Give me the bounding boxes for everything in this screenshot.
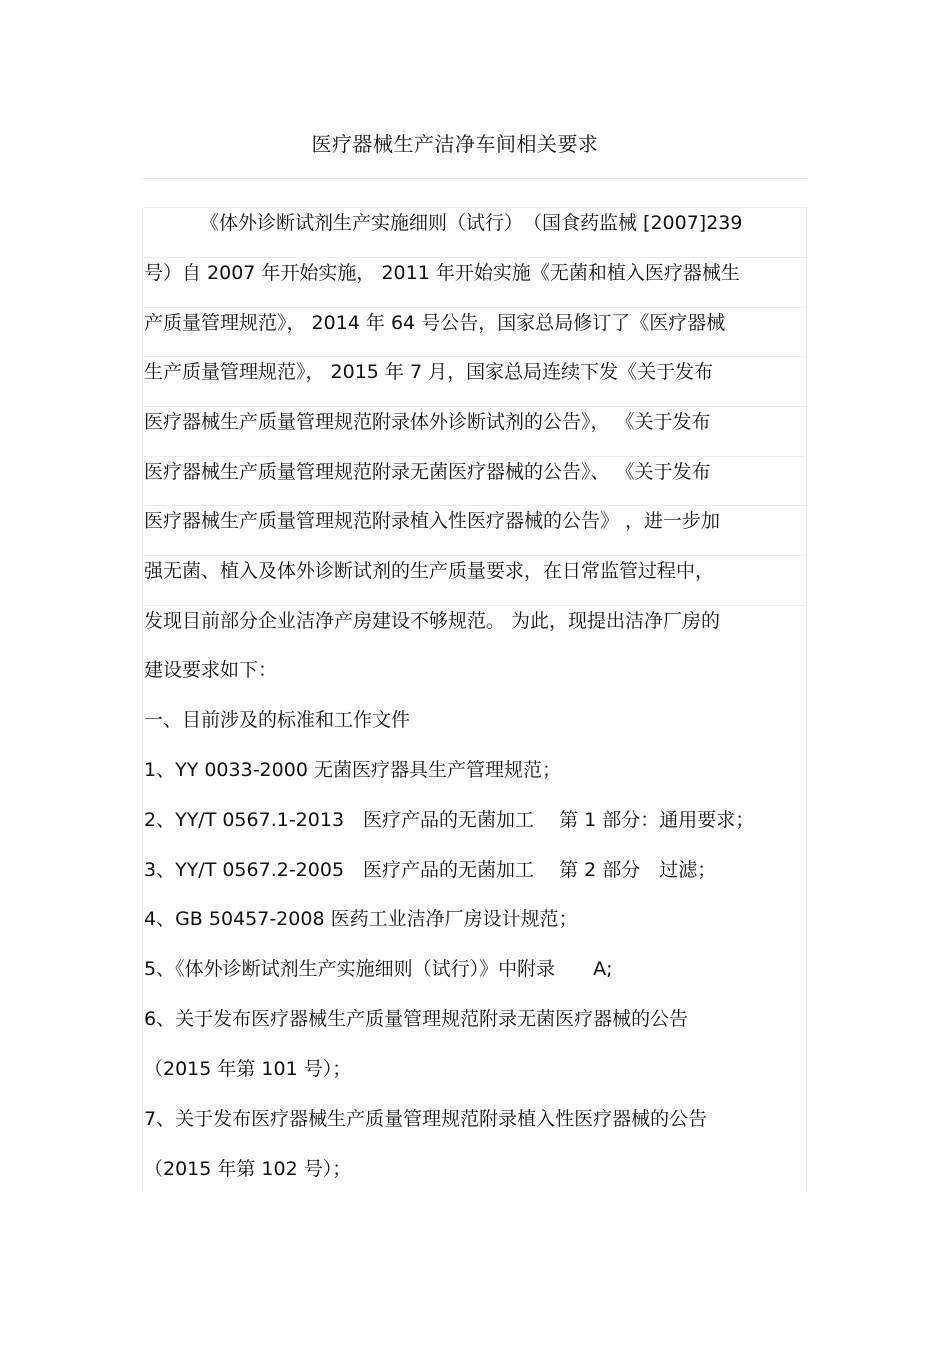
paragraph-line: 发现目前部分企业洁净产房建设不够规范。 为此，现提出洁净厂房的 [144,605,806,646]
text-frame-left-border [142,207,143,1192]
paragraph-line: 医疗器械生产质量管理规范附录无菌医疗器械的公告》、 《关于发布 [144,456,806,497]
list-item: 6、关于发布医疗器械生产质量管理规范附录无菌医疗器械的公告 [144,1008,689,1030]
list-item: 4、GB 50457-2008 医药工业洁净厂房设计规范； [144,908,578,930]
list-item: 7、关于发布医疗器械生产质量管理规范附录植入性医疗器械的公告 [144,1108,708,1130]
list-item-continuation: （2015 年第 101 号）； [144,1058,352,1080]
paragraph-line: 《体外诊断试剂生产实施细则（试行） （国食药监械 [2007]239 [144,207,806,248]
paragraph-line: 产质量管理规范》， 2014 年 64 号公告，国家总局修订了《医疗器械 [144,307,806,348]
list-item: 3、YY/T 0567.2-2005 医疗产品的无菌加工 第 2 部分 过滤； [144,859,717,881]
document-title: 医疗器械生产洁净车间相关要求 [311,132,599,156]
list-item: 2、YY/T 0567.1-2013 医疗产品的无菌加工 第 1 部分：通用要求； [144,809,755,831]
text-frame-right-border [806,207,807,1192]
paragraph-line: 生产质量管理规范》， 2015 年 7 月，国家总局连续下发《关于发布 [144,356,806,397]
paragraph-line: 号）自 2007 年开始实施， 2011 年开始实施《无菌和植入医疗器械生 [144,257,806,298]
section-heading: 一、目前涉及的标准和工作文件 [144,709,411,731]
title-divider [143,178,807,179]
list-item: 1、YY 0033-2000 无菌医疗器具生产管理规范； [144,759,561,781]
list-item: 5、《体外诊断试剂生产实施细则（试行）》中附录 A; [144,958,613,980]
list-item-continuation: （2015 年第 102 号）； [144,1158,352,1180]
paragraph-line: 建设要求如下： [144,659,278,681]
paragraph-line: 强无菌、植入及体外诊断试剂的生产质量要求，在日常监管过程中， [144,555,806,596]
paragraph-line: 医疗器械生产质量管理规范附录体外诊断试剂的公告》， 《关于发布 [144,406,806,447]
paragraph-line: 医疗器械生产质量管理规范附录植入性医疗器械的公告》 ，进一步加 [144,505,806,546]
